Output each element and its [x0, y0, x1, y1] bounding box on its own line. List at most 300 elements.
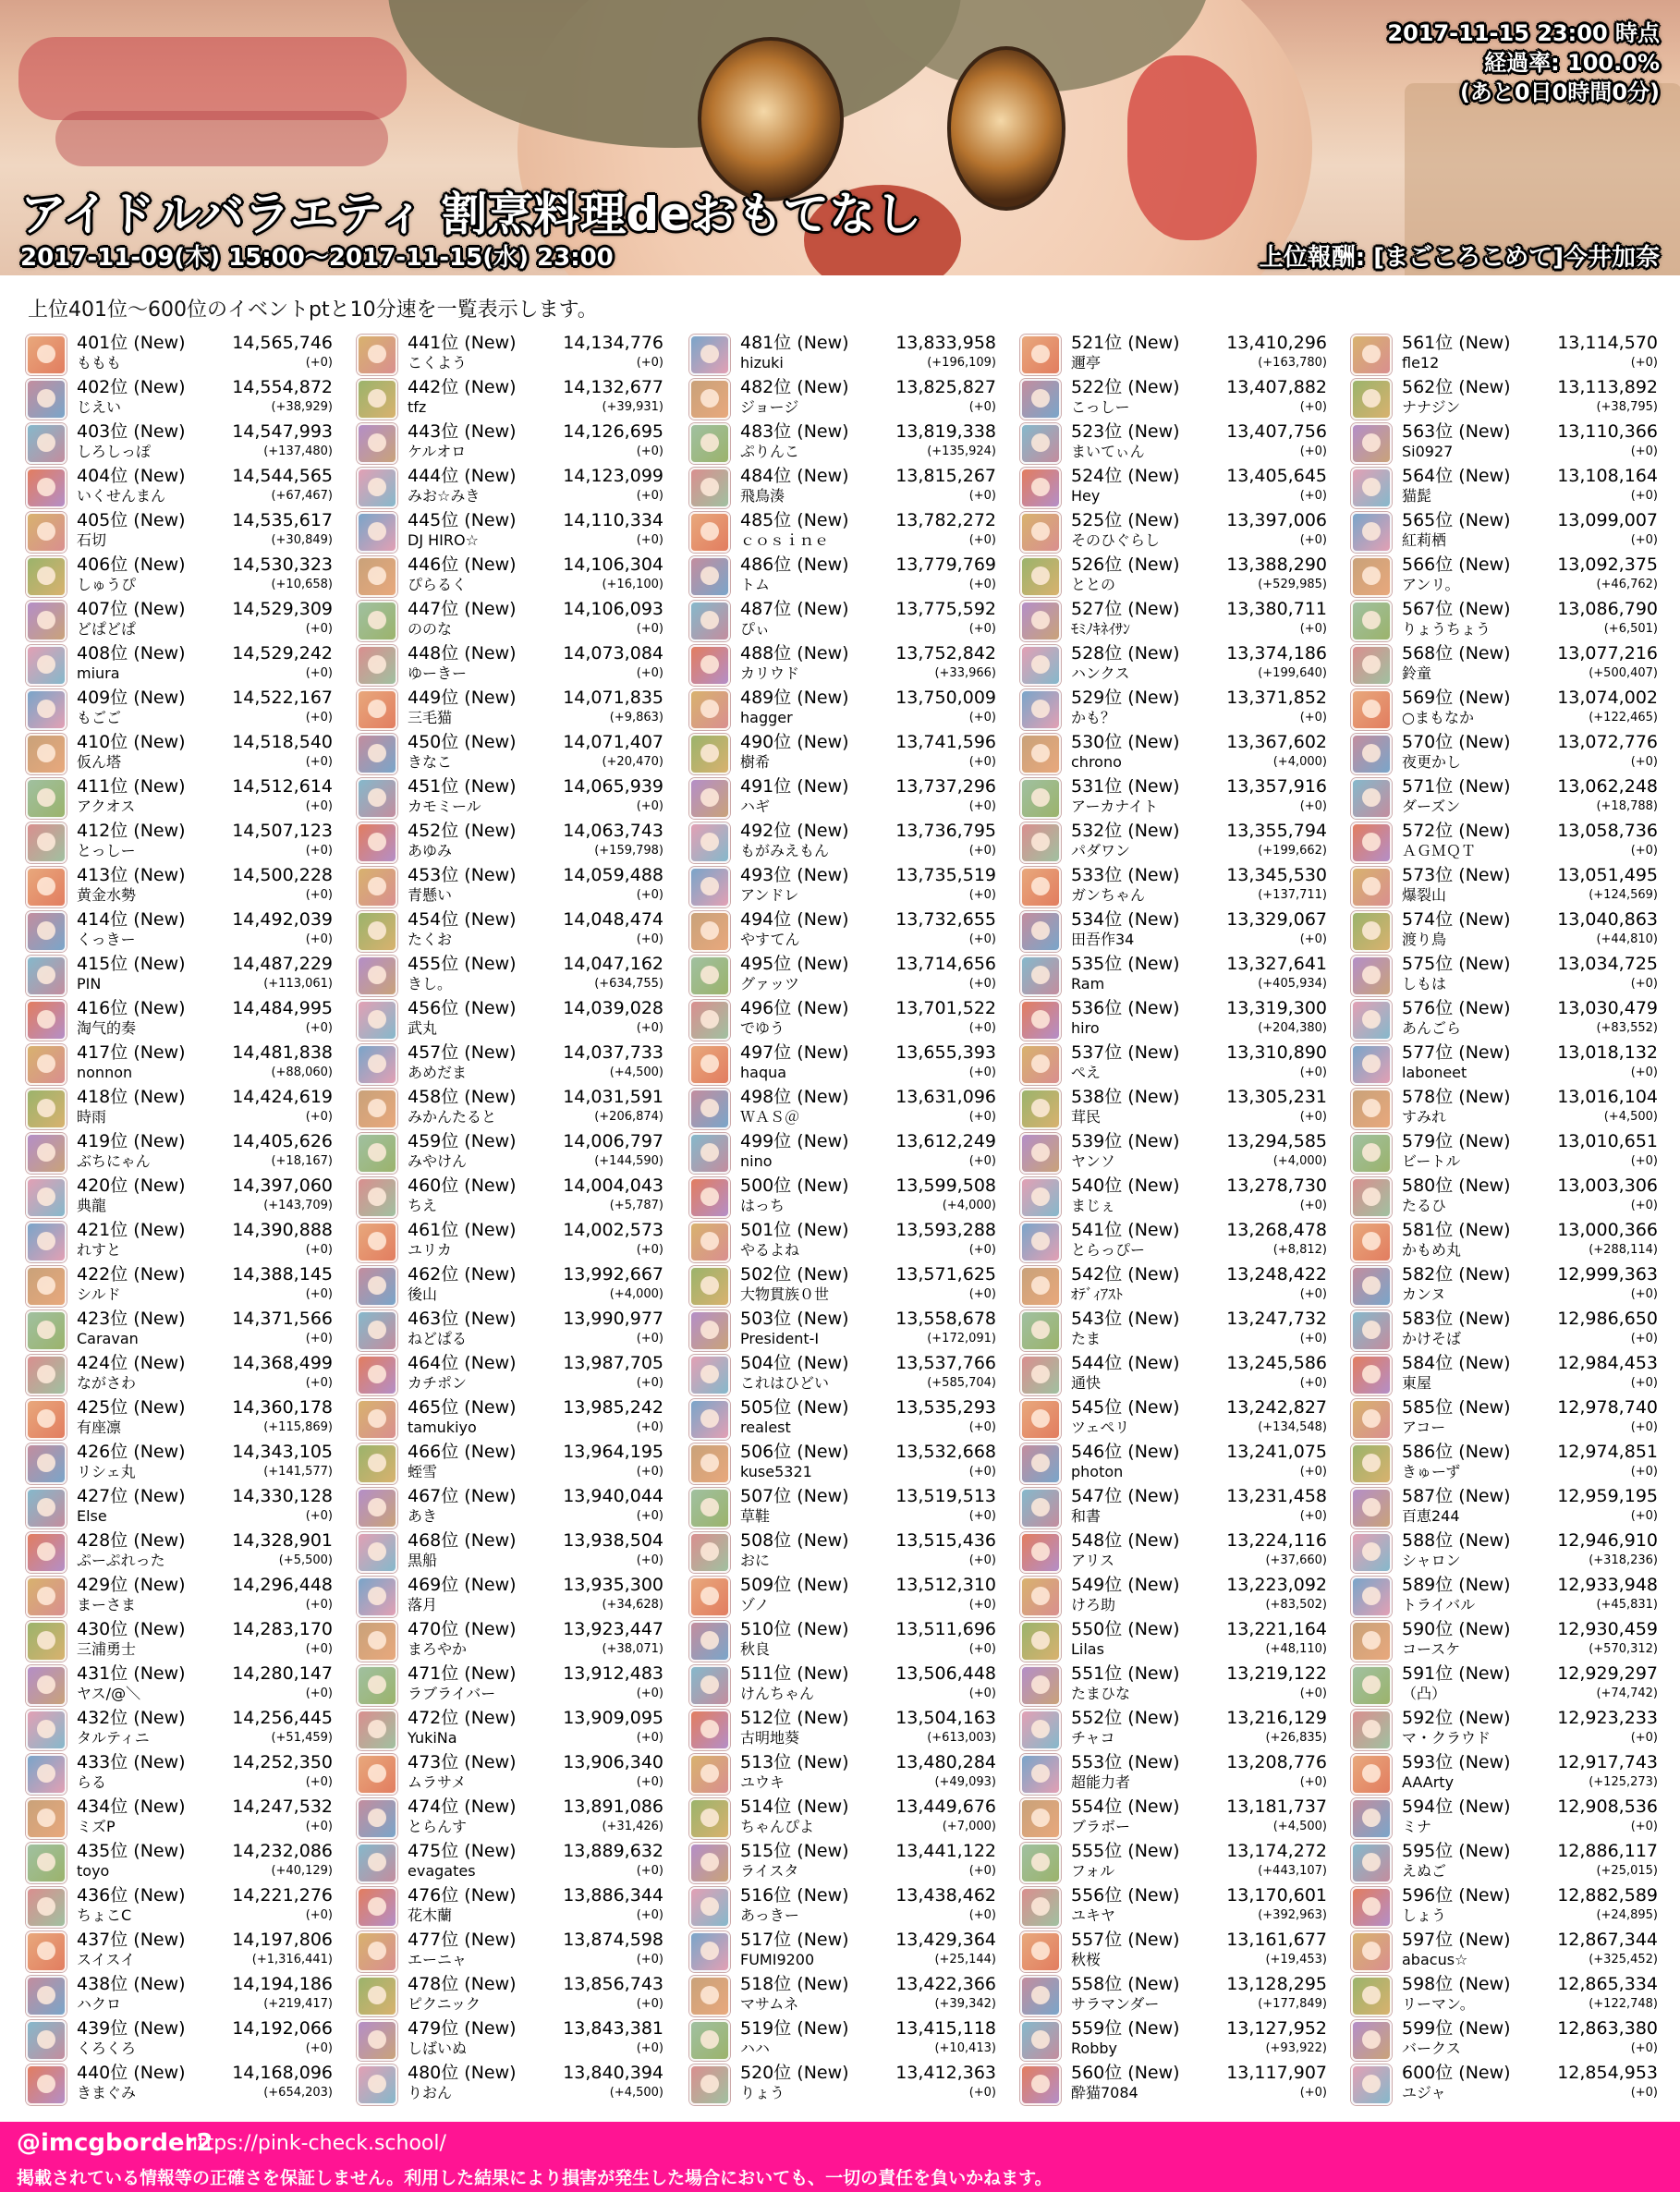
player-name: evagates [408, 1862, 476, 1880]
idol-avatar-icon [26, 778, 67, 819]
ten-minute-speed: (+0) [1299, 1287, 1327, 1301]
ranking-column [1020, 333, 1331, 2107]
event-points: 13,072,776 [1557, 732, 1658, 752]
player-name: あんごら [1402, 1019, 1462, 1037]
rank-label: 536位 (New) [1071, 998, 1180, 1018]
player-name: アコー [1402, 1419, 1446, 1436]
rank-label: 435位 (New) [77, 1841, 186, 1861]
ten-minute-speed: (+18,167) [271, 1154, 333, 1168]
idol-avatar-icon [26, 1177, 67, 1218]
idol-avatar-icon [26, 1399, 67, 1440]
ten-minute-speed: (+0) [1630, 1199, 1658, 1212]
rank-label: 559位 (New) [1071, 2018, 1180, 2039]
idol-avatar-icon [1020, 1931, 1061, 1972]
event-points: 14,484,995 [232, 998, 333, 1018]
player-name: おに [740, 1552, 771, 1569]
player-name: AAArty [1402, 1773, 1455, 1791]
rank-label: 573位 (New) [1402, 865, 1511, 885]
idol-avatar-icon [689, 1443, 730, 1484]
rank-label: 598位 (New) [1402, 1974, 1511, 1994]
ranking-entry [1351, 1175, 1662, 1217]
rank-label: 513位 (New) [740, 1752, 849, 1772]
ranking-entry [1351, 1619, 1662, 1661]
idol-avatar-icon [357, 1976, 397, 2016]
player-name: ちょこC [77, 1906, 132, 1924]
event-points: 13,367,602 [1226, 732, 1327, 752]
idol-avatar-icon [357, 468, 397, 508]
idol-avatar-icon [26, 867, 67, 907]
event-points: 13,532,668 [895, 1442, 996, 1462]
player-name: もがみえもん [740, 842, 830, 859]
ten-minute-speed: (+0) [968, 2086, 996, 2100]
ten-minute-speed: (+0) [968, 1598, 996, 1612]
event-points: 13,117,907 [1226, 2063, 1327, 2083]
ranking-entry [26, 1309, 336, 1350]
idol-avatar-icon [26, 1488, 67, 1528]
ranking-entry [689, 1264, 1000, 1306]
ranking-entry [26, 643, 336, 685]
idol-avatar-icon [26, 1931, 67, 1972]
ranking-entry [1020, 821, 1331, 862]
rank-label: 403位 (New) [77, 421, 186, 442]
event-points: 12,946,910 [1557, 1530, 1658, 1551]
event-points: 13,599,508 [895, 1175, 996, 1196]
player-name: みお☆みき [408, 487, 481, 505]
idol-avatar-icon [689, 689, 730, 730]
ranking-entry [357, 1087, 667, 1128]
rank-label: 421位 (New) [77, 1220, 186, 1240]
player-name: YukiNa [408, 1729, 457, 1747]
event-points: 13,825,827 [895, 377, 996, 397]
player-name: けんちゃん [740, 1685, 815, 1702]
event-points: 12,999,363 [1557, 1264, 1658, 1285]
player-name: ゾノ [740, 1596, 770, 1614]
idol-avatar-icon [1351, 1710, 1392, 1750]
idol-avatar-icon [689, 867, 730, 907]
event-points: 13,051,495 [1557, 865, 1658, 885]
player-name: Caravan [77, 1330, 139, 1347]
ranking-entry [1020, 1530, 1331, 1572]
player-name: ムラサメ [408, 1773, 467, 1791]
idol-avatar-icon [689, 1133, 730, 1174]
rank-label: 571位 (New) [1402, 776, 1511, 797]
ten-minute-speed: (+0) [1630, 2041, 1658, 2055]
idol-avatar-icon [1351, 512, 1392, 553]
player-name: かもめ丸 [1402, 1241, 1462, 1259]
event-points: 14,126,695 [563, 421, 663, 442]
event-points: 14,529,309 [232, 599, 333, 619]
rank-label: 428位 (New) [77, 1530, 186, 1551]
event-points: 13,938,504 [563, 1530, 663, 1551]
idol-avatar-icon [357, 689, 397, 730]
ranking-entry [1351, 909, 1662, 951]
event-points: 13,519,513 [895, 1486, 996, 1506]
ranking-entry [1351, 1752, 1662, 1794]
idol-avatar-icon [357, 1665, 397, 1706]
player-name: ちゃんぴよ [740, 1818, 815, 1835]
ten-minute-speed: (+0) [968, 400, 996, 414]
ranking-entry [689, 1708, 1000, 1749]
player-name: fle12 [1402, 354, 1440, 371]
player-name: ○まもなか [1402, 709, 1474, 726]
idol-avatar-icon [1351, 1355, 1392, 1395]
rank-label: 588位 (New) [1402, 1530, 1511, 1551]
event-points: 14,256,445 [232, 1708, 333, 1728]
ten-minute-speed: (+0) [1630, 1420, 1658, 1434]
rank-label: 515位 (New) [740, 1841, 849, 1861]
player-name: もごご [77, 709, 122, 726]
rank-label: 517位 (New) [740, 1930, 849, 1950]
rank-label: 530位 (New) [1071, 732, 1180, 752]
ten-minute-speed: (+0) [305, 1287, 333, 1301]
event-title: アイドルバラエティ 割烹料理deおもてなし [20, 188, 922, 241]
event-points: 13,429,364 [895, 1930, 996, 1950]
player-name: すみれ [1402, 1108, 1447, 1126]
ten-minute-speed: (+500,407) [1589, 666, 1658, 680]
rank-label: 477位 (New) [408, 1930, 517, 1950]
player-name: ととの [1071, 576, 1116, 593]
idol-avatar-icon [1351, 689, 1392, 730]
rank-label: 417位 (New) [77, 1042, 186, 1063]
ranking-entry [1351, 688, 1662, 729]
player-name: チャコ [1071, 1729, 1115, 1747]
ranking-entry [689, 821, 1000, 862]
idol-avatar-icon [26, 1577, 67, 1617]
rank-label: 450位 (New) [408, 732, 517, 752]
ranking-entry [1351, 1309, 1662, 1350]
rank-label: 492位 (New) [740, 821, 849, 841]
event-points: 13,909,095 [563, 1708, 663, 1728]
rank-label: 489位 (New) [740, 688, 849, 708]
event-points: 13,750,009 [895, 688, 996, 708]
ten-minute-speed: (+0) [305, 1687, 333, 1700]
player-name: 青懸い [408, 886, 453, 904]
ranking-entry [689, 1042, 1000, 1084]
rank-label: 454位 (New) [408, 909, 517, 930]
idol-avatar-icon [357, 1887, 397, 1928]
ranking-entry [1020, 1309, 1331, 1350]
ten-minute-speed: (+654,203) [263, 2086, 333, 2100]
rank-label: 572位 (New) [1402, 821, 1511, 841]
player-name: hizuki [740, 354, 784, 371]
ranking-entry [1020, 1663, 1331, 1705]
rank-label: 554位 (New) [1071, 1796, 1180, 1817]
rank-label: 505位 (New) [740, 1397, 849, 1418]
event-points: 13,819,338 [895, 421, 996, 442]
ranking-entry [1020, 2063, 1331, 2104]
rank-label: 442位 (New) [408, 377, 517, 397]
event-points: 13,535,293 [895, 1397, 996, 1418]
ten-minute-speed: (+4,000) [1272, 755, 1327, 769]
idol-avatar-icon [689, 1710, 730, 1750]
event-points: 13,405,645 [1226, 466, 1327, 486]
ten-minute-speed: (+0) [636, 1908, 663, 1922]
idol-avatar-icon [1020, 689, 1061, 730]
ranking-entry [1351, 776, 1662, 818]
player-name: やすてん [740, 931, 800, 948]
ten-minute-speed: (+18,788) [1596, 799, 1658, 813]
idol-avatar-icon [689, 1266, 730, 1307]
player-name: 有座凛 [77, 1419, 122, 1436]
ranking-column [26, 333, 336, 2107]
idol-avatar-icon [26, 956, 67, 996]
idol-avatar-icon [689, 1488, 730, 1528]
rank-label: 475位 (New) [408, 1841, 517, 1861]
ten-minute-speed: (+0) [968, 1908, 996, 1922]
player-name: 仮ん塔 [77, 753, 122, 771]
rank-label: 404位 (New) [77, 466, 186, 486]
rank-label: 411位 (New) [77, 776, 186, 797]
player-name: haqua [740, 1064, 787, 1081]
player-name: りょう [740, 2084, 785, 2101]
event-points: 14,565,746 [232, 333, 333, 353]
ten-minute-speed: (+0) [636, 489, 663, 503]
ranking-entry [689, 1397, 1000, 1439]
event-points: 13,655,393 [895, 1042, 996, 1063]
player-name: Ram [1071, 975, 1105, 992]
event-points: 13,990,977 [563, 1309, 663, 1329]
idol-avatar-icon [1020, 1577, 1061, 1617]
ten-minute-speed: (+392,963) [1258, 1908, 1327, 1922]
ranking-entry [1020, 909, 1331, 951]
player-name: 渡り鳥 [1402, 931, 1447, 948]
player-name: 古明地葵 [740, 1729, 800, 1747]
ranking-column [357, 333, 667, 2107]
rank-label: 583位 (New) [1402, 1309, 1511, 1329]
twitter-handle[interactable]: @imcgborder2 [17, 2129, 213, 2157]
idol-avatar-icon [689, 1177, 730, 1218]
event-points: 13,245,586 [1226, 1353, 1327, 1373]
event-points: 13,345,530 [1226, 865, 1327, 885]
player-name: ユリカ [408, 1241, 452, 1259]
player-name: 後山 [408, 1285, 438, 1303]
rank-label: 506位 (New) [740, 1442, 849, 1462]
ranking-entry [689, 1442, 1000, 1483]
idol-avatar-icon [357, 423, 397, 464]
idol-avatar-icon [26, 379, 67, 420]
rank-label: 581位 (New) [1402, 1220, 1511, 1240]
ranking-entry [26, 510, 336, 552]
idol-avatar-icon [1020, 2064, 1061, 2105]
player-name: けろ助 [1071, 1596, 1116, 1614]
rank-label: 545位 (New) [1071, 1397, 1180, 1418]
player-name: ｃｏｓｉｎｅ [740, 531, 830, 549]
rank-label: 541位 (New) [1071, 1220, 1180, 1240]
player-name: かも？ [1071, 709, 1116, 726]
idol-avatar-icon [689, 1044, 730, 1085]
ten-minute-speed: (+0) [1630, 1820, 1658, 1833]
ten-minute-speed: (+0) [968, 1642, 996, 1656]
idol-avatar-icon [357, 1488, 397, 1528]
event-points: 13,735,519 [895, 865, 996, 885]
player-name: tfz [408, 398, 427, 416]
idol-avatar-icon [26, 556, 67, 597]
ranking-entry [1351, 421, 1662, 463]
rank-label: 548位 (New) [1071, 1530, 1180, 1551]
player-name: グァッツ [740, 975, 800, 992]
idol-avatar-icon [357, 1089, 397, 1129]
idol-avatar-icon [689, 778, 730, 819]
event-points: 12,865,334 [1557, 1974, 1658, 1994]
ranking-entry [689, 1486, 1000, 1528]
player-name: realest [740, 1419, 791, 1436]
ranking-entry [1351, 1974, 1662, 2015]
ranking-grid [26, 333, 1662, 2107]
player-name: 飛鳥湊 [740, 487, 785, 505]
rank-label: 430位 (New) [77, 1619, 186, 1639]
ranking-entry [689, 333, 1000, 374]
rank-label: 480位 (New) [408, 2063, 517, 2083]
idol-avatar-icon [1351, 1089, 1392, 1129]
rank-label: 553位 (New) [1071, 1752, 1180, 1772]
event-points: 13,415,118 [895, 2018, 996, 2039]
ten-minute-speed: (+204,380) [1258, 1021, 1327, 1035]
event-points: 14,048,474 [563, 909, 663, 930]
event-points: 13,449,676 [895, 1796, 996, 1817]
ranking-entry [26, 2063, 336, 2104]
player-name: 田吾作34 [1071, 931, 1135, 948]
player-name: ミナ [1402, 1818, 1432, 1835]
ranking-entry [1351, 1530, 1662, 1572]
rank-label: 466位 (New) [408, 1442, 517, 1462]
idol-avatar-icon [1020, 2020, 1061, 2061]
idol-avatar-icon [26, 423, 67, 464]
rank-label: 502位 (New) [740, 1264, 849, 1285]
event-points: 14,547,993 [232, 421, 333, 442]
event-points: 14,554,872 [232, 377, 333, 397]
ten-minute-speed: (+31,426) [602, 1820, 663, 1833]
ranking-entry [1351, 599, 1662, 640]
ten-minute-speed: (+44,810) [1596, 932, 1658, 946]
player-name: あゆみ [408, 842, 453, 859]
player-name: バークス [1402, 2040, 1461, 2057]
event-points: 14,529,242 [232, 643, 333, 664]
player-name: そのひぐらし [1071, 531, 1161, 549]
player-name: きまぐみ [77, 2084, 137, 2101]
player-name: じえい [77, 398, 122, 416]
ten-minute-speed: (+9,863) [609, 711, 663, 725]
player-name: ケルオロ [408, 443, 467, 460]
ten-minute-speed: (+0) [968, 799, 996, 813]
event-points: 13,174,272 [1226, 1841, 1327, 1861]
player-name: しろしっぽ [77, 443, 152, 460]
idol-avatar-icon [1351, 1222, 1392, 1262]
ten-minute-speed: (+83,552) [1596, 1021, 1658, 1035]
ten-minute-speed: (+0) [1630, 844, 1658, 858]
event-points: 13,170,601 [1226, 1885, 1327, 1906]
idol-avatar-icon [689, 1665, 730, 1706]
ranking-entry [1020, 1264, 1331, 1306]
ranking-entry [357, 732, 667, 773]
rank-label: 503位 (New) [740, 1309, 849, 1329]
player-name: マ・クラウド [1402, 1729, 1491, 1747]
ten-minute-speed: (+137,480) [263, 444, 333, 458]
player-name: 酔猫7084 [1071, 2084, 1138, 2101]
event-points: 13,355,794 [1226, 821, 1327, 841]
event-points: 13,407,882 [1226, 377, 1327, 397]
idol-avatar-icon [1020, 734, 1061, 774]
rank-label: 514位 (New) [740, 1796, 849, 1817]
ranking-entry [1351, 732, 1662, 773]
player-name: カチポン [408, 1374, 468, 1392]
ranking-entry [689, 1663, 1000, 1705]
idol-avatar-icon [1351, 1621, 1392, 1662]
idol-avatar-icon [1351, 778, 1392, 819]
event-points: 12,929,297 [1557, 1663, 1658, 1684]
rank-label: 431位 (New) [77, 1663, 186, 1684]
rank-label: 511位 (New) [740, 1663, 849, 1684]
rank-label: 496位 (New) [740, 998, 849, 1018]
player-name: ｵﾃﾞｨｱｽﾄ [1071, 1285, 1124, 1303]
ranking-entry [26, 466, 336, 507]
player-name: DJ HIRO☆ [408, 531, 479, 549]
top-reward: 上位報酬: [まごころこめて]今井加奈 [1259, 244, 1660, 272]
event-points: 13,231,458 [1226, 1486, 1327, 1506]
player-name: こっしー [1071, 398, 1130, 416]
ranking-entry [357, 1175, 667, 1217]
ranking-entry [1020, 1885, 1331, 1927]
ten-minute-speed: (+0) [305, 2041, 333, 2055]
event-points: 14,535,617 [232, 510, 333, 530]
ranking-entry [1351, 821, 1662, 862]
event-points: 13,114,570 [1557, 333, 1658, 353]
idol-avatar-icon [689, 1532, 730, 1573]
player-name: hiro [1071, 1019, 1100, 1037]
ten-minute-speed: (+0) [1299, 2086, 1327, 2100]
ranking-entry [1351, 1131, 1662, 1173]
ten-minute-speed: (+143,709) [263, 1199, 333, 1212]
player-name: ぺえ [1071, 1064, 1102, 1081]
ten-minute-speed: (+37,660) [1265, 1553, 1327, 1567]
ten-minute-speed: (+0) [636, 1420, 663, 1434]
ranking-entry [1351, 954, 1662, 995]
event-points: 13,058,736 [1557, 821, 1658, 841]
ten-minute-speed: (+0) [1630, 977, 1658, 991]
idol-avatar-icon [26, 1355, 67, 1395]
rank-label: 453位 (New) [408, 865, 517, 885]
rank-label: 468位 (New) [408, 1530, 517, 1551]
event-points: 13,407,756 [1226, 421, 1327, 442]
ten-minute-speed: (+325,452) [1589, 1953, 1658, 1967]
rank-label: 407位 (New) [77, 599, 186, 619]
site-link[interactable]: https://pink-check.school/ [185, 2132, 446, 2155]
idol-avatar-icon [26, 734, 67, 774]
event-points: 14,059,488 [563, 865, 663, 885]
rank-label: 459位 (New) [408, 1131, 517, 1151]
ten-minute-speed: (+0) [968, 1287, 996, 1301]
ten-minute-speed: (+0) [1630, 356, 1658, 370]
ranking-entry [357, 688, 667, 729]
idol-avatar-icon [26, 335, 67, 375]
idol-avatar-icon [1351, 1665, 1392, 1706]
rank-label: 555位 (New) [1071, 1841, 1180, 1861]
event-points: 13,985,242 [563, 1397, 663, 1418]
player-name: エーニャ [408, 1951, 468, 1968]
rank-label: 568位 (New) [1402, 643, 1511, 664]
player-name: 蛭雪 [408, 1463, 438, 1480]
player-name: れすと [77, 1241, 122, 1259]
ranking-entry [26, 2018, 336, 2060]
ten-minute-speed: (+124,569) [1589, 888, 1658, 902]
rank-label: 580位 (New) [1402, 1175, 1511, 1196]
player-name: ハギ [740, 798, 771, 815]
player-name: ツェペリ [1071, 1419, 1130, 1436]
event-points: 12,933,948 [1557, 1575, 1658, 1595]
event-points: 13,741,596 [895, 732, 996, 752]
event-points: 13,512,310 [895, 1575, 996, 1595]
ranking-entry [1351, 510, 1662, 552]
ranking-entry [1020, 1708, 1331, 1749]
